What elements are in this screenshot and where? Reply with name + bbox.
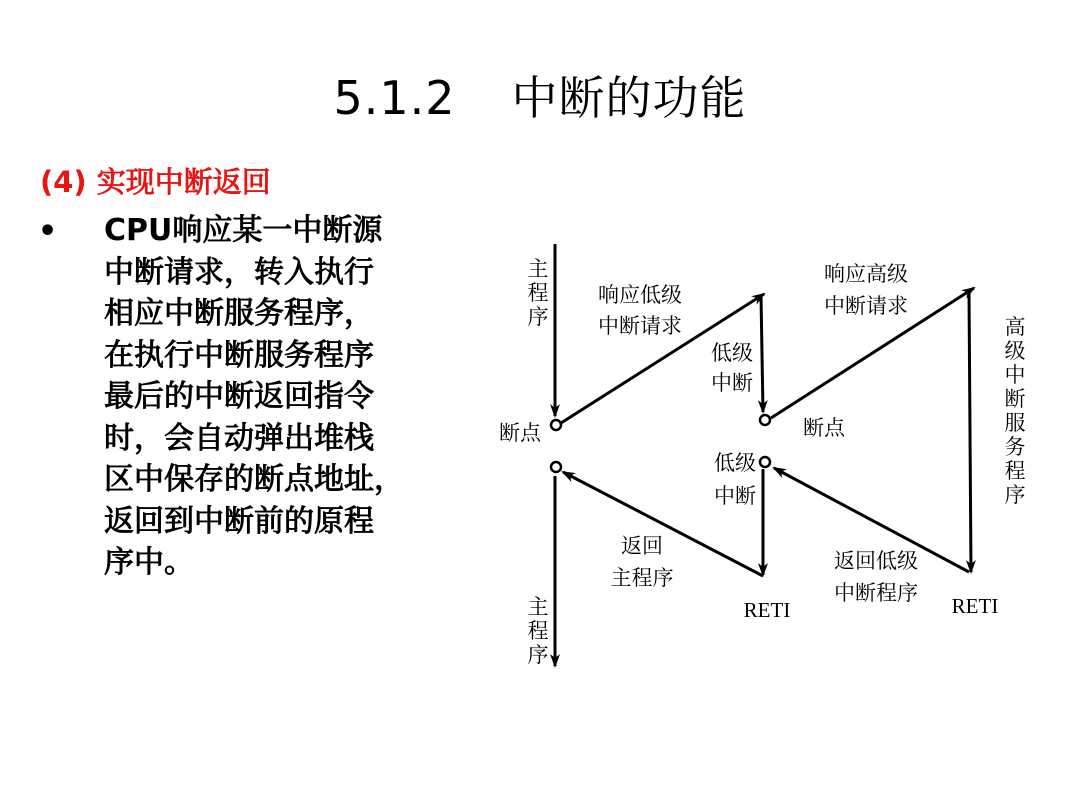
respond-high-label-line2: 中断请求	[824, 294, 908, 318]
label-char: 主	[527, 257, 549, 281]
subheading: (4) 实现中断返回	[40, 165, 271, 199]
respond-low-label-line2: 中断请求	[598, 314, 682, 338]
breakpoint-right-circle	[760, 415, 770, 425]
label-char: 级	[1004, 339, 1026, 363]
label-char: 序	[527, 305, 549, 329]
reti-label-1: RETI	[743, 598, 791, 622]
label-char: 程	[527, 281, 549, 305]
breakpoint-left-resume-circle	[551, 462, 561, 472]
high-service-label	[1005, 315, 1026, 507]
low-service-down-arrow	[761, 296, 763, 412]
high-service-down-arrow	[969, 292, 971, 572]
label-char: 程	[1004, 459, 1026, 483]
low-interrupt-top-line1: 低级	[711, 341, 753, 365]
low-interrupt-bottom-line2: 中断	[714, 484, 756, 508]
bullet-line: 最后的中断返回指令	[104, 379, 374, 414]
label-char: 程	[527, 619, 549, 643]
bullet-line: 返回到中断前的原程	[104, 503, 374, 539]
title-number: 5.1.2	[333, 71, 456, 125]
label-char: 务	[1004, 435, 1026, 459]
bullet-line: 在执行中断服务程序	[104, 337, 374, 373]
return-low-label-line1: 返回低级	[834, 549, 918, 573]
return-main-label-line2: 主程序	[610, 566, 674, 590]
return-low-label-line2: 中断程序	[834, 581, 918, 605]
breakpoint-left-label: 断点	[499, 421, 541, 445]
bullet-line: 时，会自动弹出堆栈	[104, 420, 374, 456]
main-program-bottom-label	[528, 595, 549, 667]
bullet-line: CPU响应某一中断源	[104, 213, 383, 248]
low-resume-circle	[760, 457, 770, 467]
label-char: 中	[1004, 363, 1026, 387]
label-char: 主	[527, 595, 549, 619]
label-char: 序	[527, 643, 549, 667]
label-char: 高	[1004, 315, 1026, 339]
bullet-line: 相应中断服务程序，	[104, 296, 374, 331]
bullet-line: 区中保存的断点地址，	[104, 462, 404, 497]
respond-low-label-line1: 响应低级	[598, 283, 682, 307]
bullet-line: 序中。	[104, 545, 194, 580]
respond-high-label-line1: 响应高级	[824, 262, 908, 286]
breakpoint-right-label: 断点	[803, 416, 845, 440]
low-interrupt-top-line2: 中断	[711, 371, 753, 395]
main-program-top-label	[528, 257, 549, 329]
reti-label-2: RETI	[951, 594, 999, 618]
title-text: 中断的功能	[511, 71, 747, 125]
label-char: 断	[1004, 387, 1026, 411]
bullet-line: 中断请求，转入执行	[104, 254, 374, 290]
bullet-marker: •	[38, 214, 58, 249]
label-char: 序	[1004, 483, 1026, 507]
return-main-label-line1: 返回	[621, 534, 663, 558]
label-char: 服	[1004, 411, 1026, 435]
low-interrupt-bottom-line1: 低级	[714, 451, 756, 475]
breakpoint-left-circle	[551, 420, 561, 430]
